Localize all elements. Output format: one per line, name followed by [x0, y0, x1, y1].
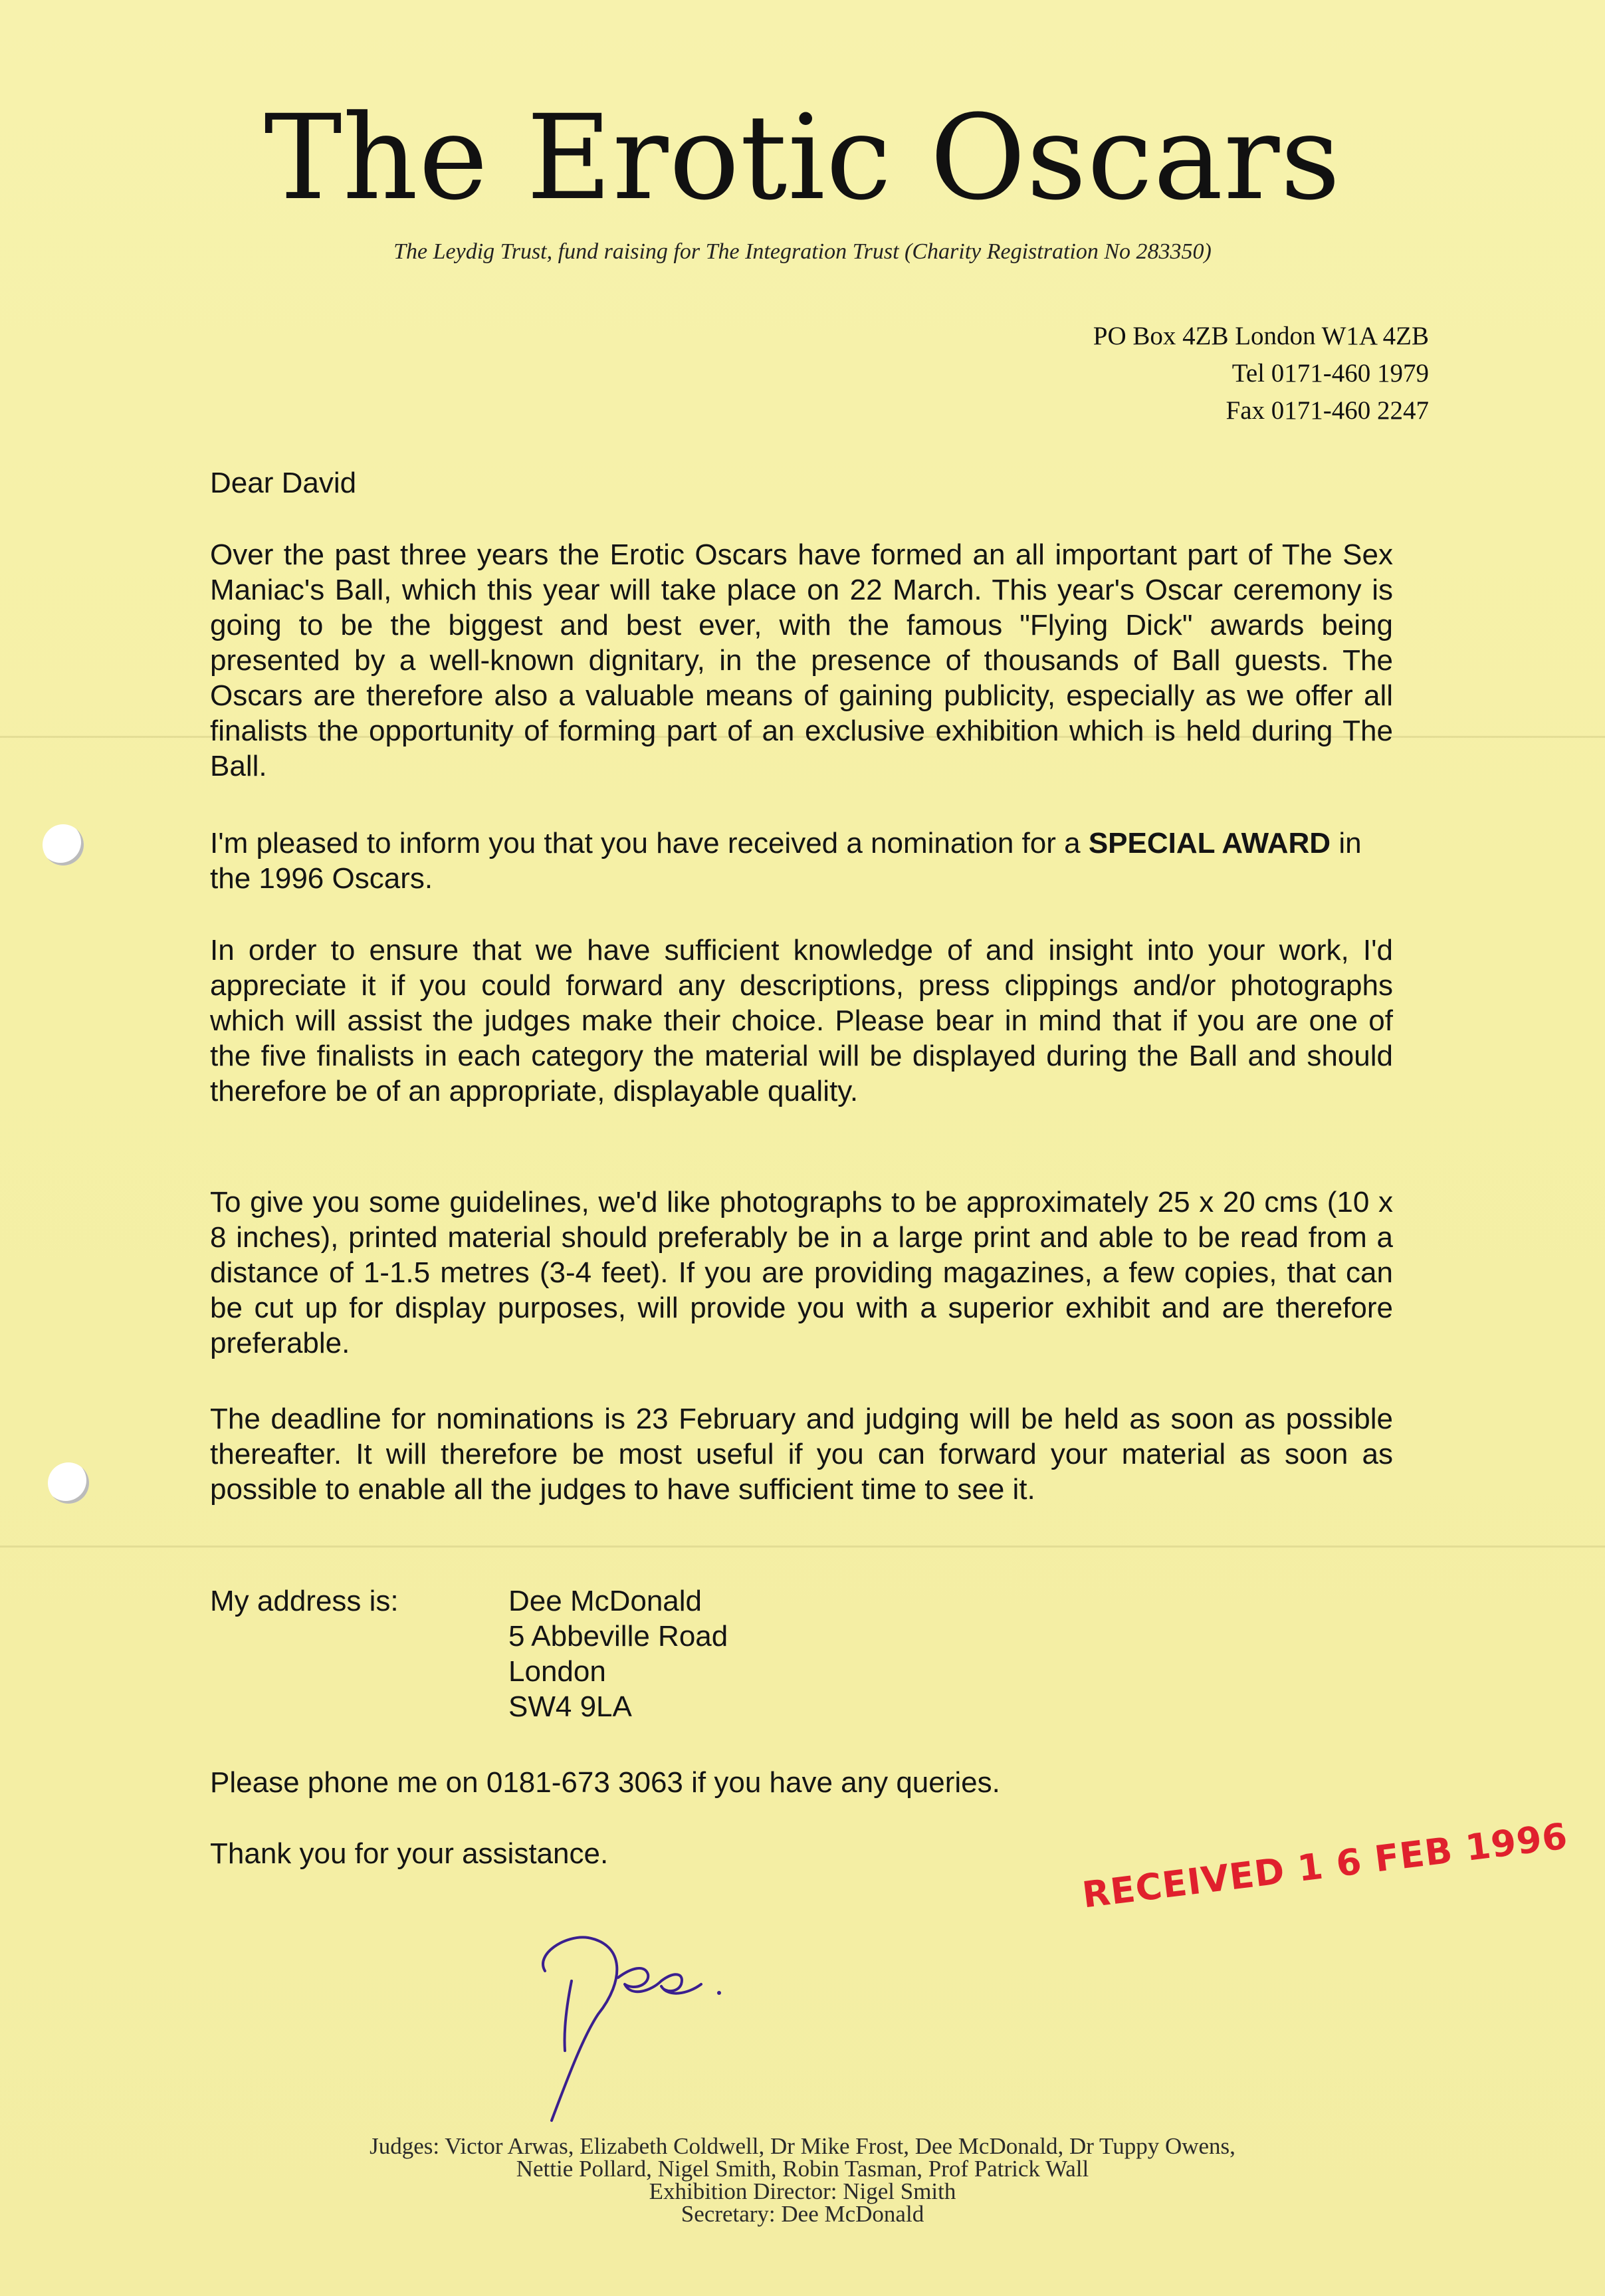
address-line: 5 Abbeville Road [508, 1620, 728, 1653]
paragraph-deadline: The deadline for nominations is 23 February and judging will be held as soon as possible thereafter. It will therefore be most useful if you can forward your material as soon as possible to enable all the judges to have sufficient time to see it. [210, 1403, 1393, 1506]
address-line: SW4 9LA [508, 1690, 632, 1723]
award-name: SPECIAL AWARD [1088, 827, 1331, 860]
address-line: Dee McDonald [508, 1585, 702, 1617]
nomination-text-end: in the 1996 Oscars. [210, 827, 1362, 895]
salutation: Dear David [210, 467, 357, 499]
exhibition-director-line: Exhibition Director: Nigel Smith [649, 2178, 956, 2204]
nomination-text-start: I'm pleased to inform you that you have received a nomination for a [210, 827, 1089, 860]
paragraph-materials: In order to ensure that we have sufficient knowledge of and insight into your work, I'd appreciate it if you could forward any descriptions, press clippings and/or photographs which will assist the judges make their choice. Please bear in mind that if you are one of the five finalists in each category the material will be displayed during the Ball and should therefore be of an appropriate, displayable quality. [210, 934, 1393, 1107]
handwritten-signature [525, 1908, 804, 2134]
address-label: My address is: [210, 1585, 399, 1617]
punch-hole [43, 824, 84, 865]
received-stamp: RECEIVED 1 6 FEB 1996 [1080, 1815, 1570, 1916]
phone-line: Please phone me on 0181-673 3063 if you have any queries. [210, 1766, 1000, 1799]
closing-thanks: Thank you for your assistance. [210, 1837, 609, 1870]
secretary-line: Secretary: Dee McDonald [681, 2201, 924, 2227]
judges-line-1: Judges: Victor Arwas, Elizabeth Coldwell, Dr Mike Frost, Dee McDonald, Dr Tuppy Owens, [370, 2133, 1235, 2159]
paper-fold-line [0, 1546, 1605, 1548]
contact-block [864, 318, 1429, 429]
paragraph-guidelines: To give you some guidelines, we'd like photographs to be approximately 25 x 20 cms (10 x 8 inches), printed material should preferably be in a large print and able to be read from a distance of 1-1.5 metres (3-4 feet). If you are providing magazines, a few copies, that can be cut up for display purposes, will provide you with a superior exhibit and are therefore preferable. [210, 1186, 1393, 1359]
contact-address: PO Box 4ZB London W1A 4ZB [1093, 322, 1429, 350]
paragraph-intro: Over the past three years the Erotic Oscars have formed an all important part of The Sex Maniac's Ball, which this year will take place on 22 March. This year's Oscar ceremony is going to be the biggest and best ever, with the famous "Flying Dick" awards being presented by a well-known dignitary, in the presence of thousands of Ball guests. The Oscars are therefore also a valuable means of gaining publicity, especially as we offer all finalists the opportunity of forming part of an exclusive exhibition which is held during The Ball. [210, 538, 1393, 782]
contact-fax: Fax 0171-460 2247 [1226, 396, 1429, 425]
paragraph-nomination [210, 826, 1393, 896]
judges-line-2: Nettie Pollard, Nigel Smith, Robin Tasman, Prof Patrick Wall [516, 2156, 1089, 2182]
contact-tel: Tel 0171-460 1979 [1231, 359, 1429, 388]
letterhead-title: The Erotic Oscars [264, 90, 1341, 226]
address-line: London [508, 1655, 606, 1688]
footer-credits [0, 2135, 1605, 2226]
punch-hole [48, 1462, 89, 1504]
sender-address [508, 1583, 728, 1724]
letterhead-subtitle: The Leydig Trust, fund raising for The Integration Trust (Charity Registration No 283350) [393, 239, 1212, 264]
